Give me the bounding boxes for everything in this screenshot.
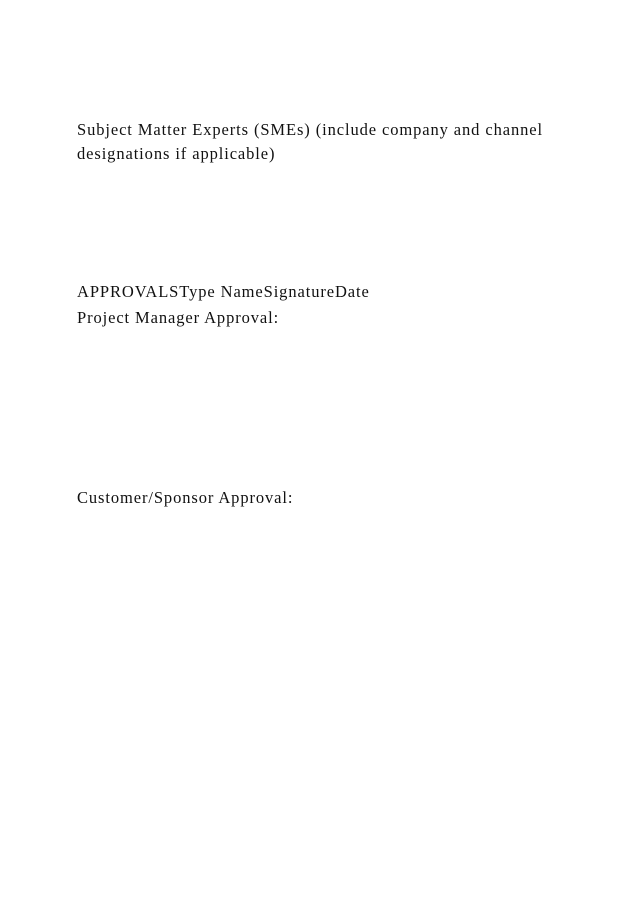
project-manager-approval-label: Project Manager Approval: bbox=[77, 308, 280, 327]
approvals-header: APPROVALSType NameSignatureDate bbox=[77, 282, 370, 301]
sme-heading: Subject Matter Experts (SMEs) (include company and channel designations if applicable) bbox=[77, 120, 543, 163]
customer-sponsor-approval-label: Customer/Sponsor Approval: bbox=[77, 488, 294, 507]
